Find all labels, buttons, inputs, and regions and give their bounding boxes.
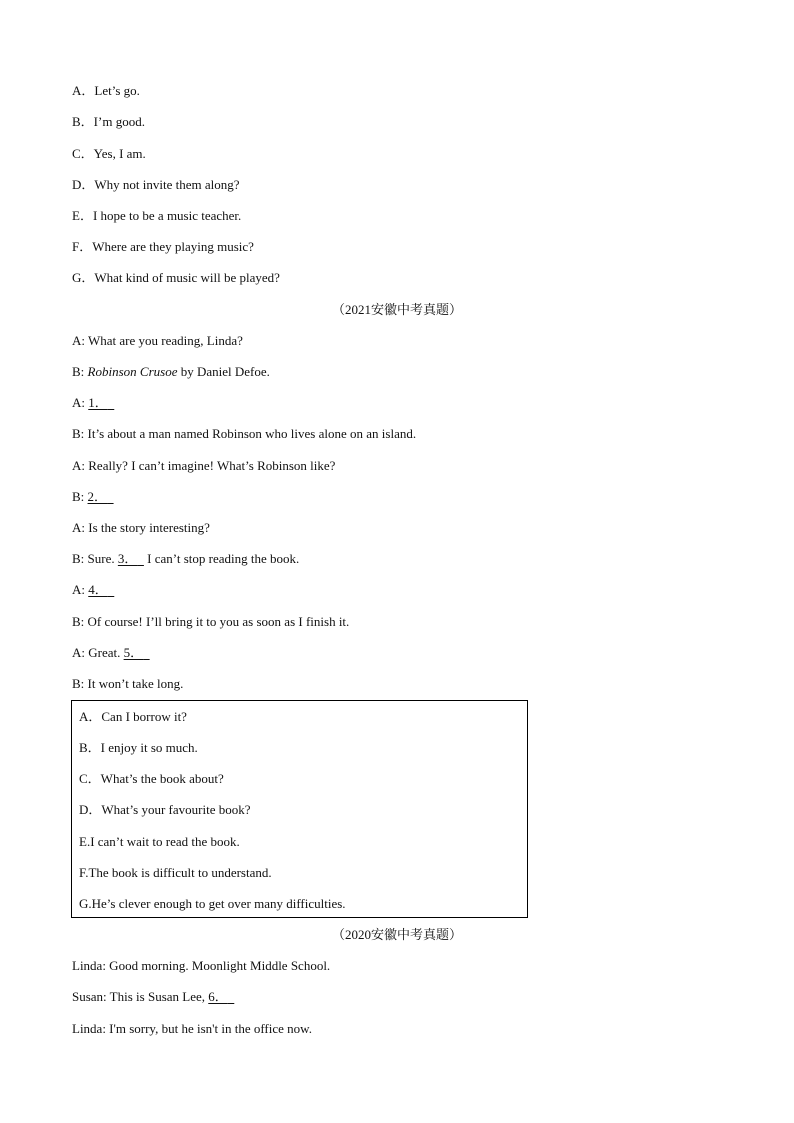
box-option-g: G.He’s clever enough to get over many difficulties.	[79, 896, 346, 911]
option-b: B．I’m good.	[72, 114, 145, 129]
dialog-line: B: Of course! I’ll bring it to you as soon as I finish it.	[72, 614, 350, 629]
blank-2: 2．	[87, 489, 108, 504]
dialog-line: A: 1．	[72, 395, 108, 410]
dialog-line: Susan: This is Susan Lee, 6．	[72, 989, 228, 1004]
dialog-line: A: 4．	[72, 582, 108, 597]
option-c: C．Yes, I am.	[72, 146, 146, 161]
source-caption-2020: （2020安徽中考真题）	[331, 927, 462, 942]
dialog-line: A: Great. 5．	[72, 645, 144, 660]
dialog-line: B: Sure. 3． I can’t stop reading the book.	[72, 551, 300, 566]
blank-4: 4．	[88, 582, 108, 597]
dialog-line: A: Is the story interesting?	[72, 520, 210, 535]
book-title: Robinson Crusoe	[87, 364, 178, 379]
dialog-line: Linda: I'm sorry, but he isn't in the office now.	[72, 1021, 312, 1036]
option-a: A．Let’s go.	[72, 83, 140, 98]
blank-6: 6．	[208, 989, 228, 1004]
dialog-line: A: What are you reading, Linda?	[72, 333, 243, 348]
dialog-line: B: Robinson Crusoe by Daniel Defoe.	[72, 364, 270, 379]
option-d: D．Why not invite them along?	[72, 177, 240, 192]
option-e: E．I hope to be a music teacher.	[72, 208, 242, 223]
blank-1: 1．	[88, 395, 108, 410]
box-option-c: C．What’s the book about?	[79, 771, 224, 786]
dialog-line: B: It’s about a man named Robinson who lives alone on an island.	[72, 426, 417, 441]
dialog-line: B: 2．	[72, 489, 108, 504]
source-caption-2021: （2021安徽中考真题）	[331, 302, 462, 317]
dialog-line: A: Really? I can’t imagine! What’s Robinson like?	[72, 458, 336, 473]
options-box	[71, 700, 528, 918]
dialog-line: B: It won’t take long.	[72, 676, 184, 691]
box-option-d: D．What’s your favourite book?	[79, 802, 251, 817]
dialog-line: Linda: Good morning. Moonlight Middle School.	[72, 958, 331, 973]
blank-5: 5．	[123, 645, 144, 660]
box-option-e: E.I can’t wait to read the book.	[79, 834, 240, 849]
option-g: G．What kind of music will be played?	[72, 270, 280, 285]
option-f: F．Where are they playing music?	[72, 239, 254, 254]
box-option-a: A．Can I borrow it?	[79, 709, 187, 724]
box-option-f: F.The book is difficult to understand.	[79, 865, 272, 880]
box-option-b: B．I enjoy it so much.	[79, 740, 198, 755]
blank-3: 3．	[117, 551, 138, 566]
